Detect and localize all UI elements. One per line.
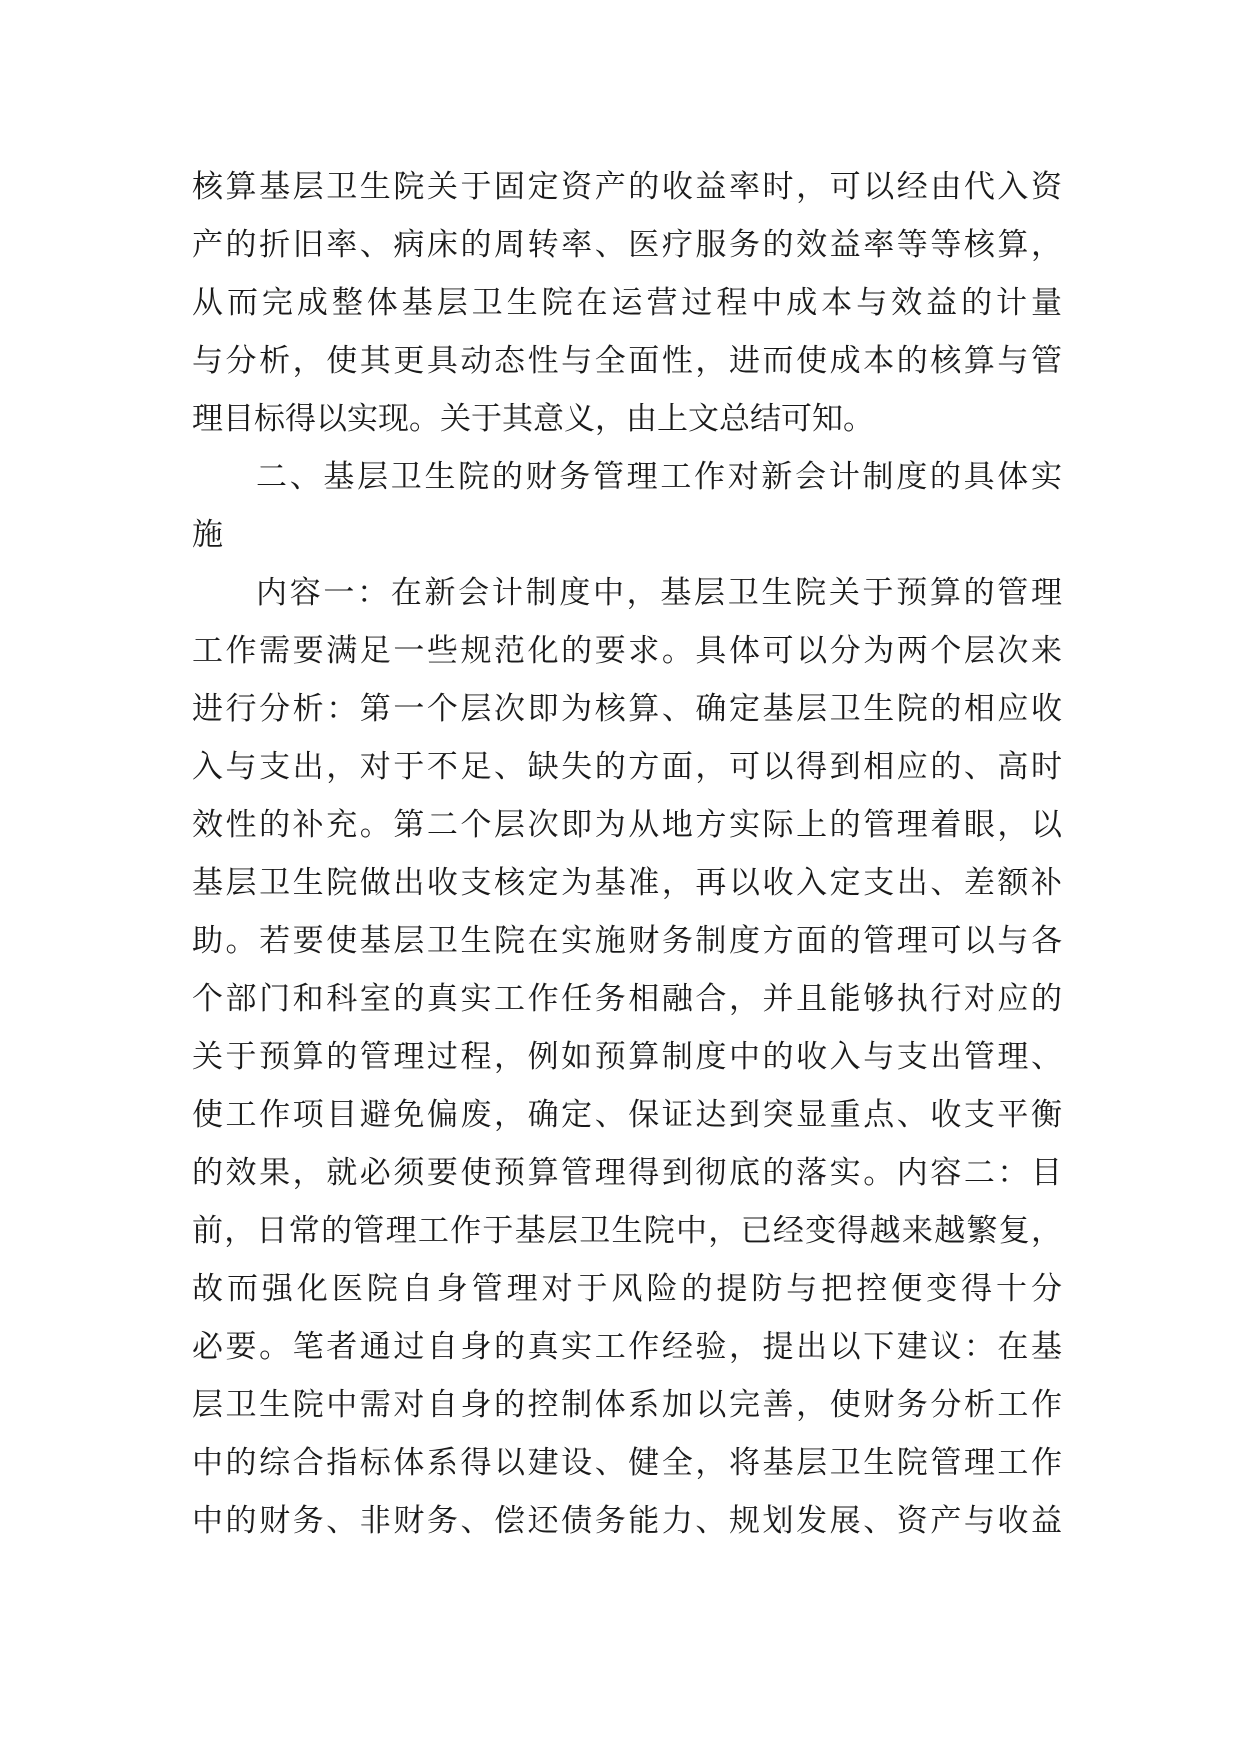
text-line: 个部门和科室的真实工作任务相融合，并且能够执行对应的 — [192, 981, 1062, 1017]
section-heading: 二、基层卫生院的财务管理工作对新会计制度的具体实 — [256, 459, 1062, 495]
text-line: 从而完成整体基层卫生院在运营过程中成本与效益的计量 — [192, 285, 1062, 321]
text-line: 工作需要满足一些规范化的要求。具体可以分为两个层次来 — [192, 633, 1062, 669]
text-line: 内容一：在新会计制度中，基层卫生院关于预算的管理 — [256, 575, 1062, 611]
body-text — [192, 158, 1062, 1550]
text-line: 效性的补充。第二个层次即为从地方实际上的管理着眼，以 — [192, 807, 1062, 843]
text-line: 的效果，就必须要使预算管理得到彻底的落实。内容二：目 — [192, 1155, 1062, 1191]
text-line: 入与支出，对于不足、缺失的方面，可以得到相应的、高时 — [192, 749, 1062, 785]
text-line: 中的财务、非财务、偿还债务能力、规划发展、资产与收益 — [192, 1503, 1062, 1539]
text-line: 理目标得以实现。关于其意义，由上文总结可知。 — [192, 401, 874, 437]
text-line: 核算基层卫生院关于固定资产的收益率时，可以经由代入资 — [192, 169, 1062, 205]
text-line: 层卫生院中需对自身的控制体系加以完善，使财务分析工作 — [192, 1387, 1062, 1423]
text-line: 与分析，使其更具动态性与全面性，进而使成本的核算与管 — [192, 343, 1062, 379]
text-line: 必要。笔者通过自身的真实工作经验，提出以下建议：在基 — [192, 1329, 1062, 1365]
text-line: 使工作项目避免偏废，确定、保证达到突显重点、收支平衡 — [192, 1097, 1062, 1133]
text-line: 产的折旧率、病床的周转率、医疗服务的效益率等等核算， — [192, 227, 1062, 263]
text-line: 进行分析：第一个层次即为核算、确定基层卫生院的相应收 — [192, 691, 1062, 727]
text-line: 基层卫生院做出收支核定为基准，再以收入定支出、差额补 — [192, 865, 1062, 901]
text-line: 中的综合指标体系得以建设、健全，将基层卫生院管理工作 — [192, 1445, 1062, 1481]
text-line: 助。若要使基层卫生院在实施财务制度方面的管理可以与各 — [192, 923, 1062, 959]
section-heading-continuation: 施 — [192, 517, 223, 553]
text-line: 关于预算的管理过程，例如预算制度中的收入与支出管理、 — [192, 1039, 1062, 1075]
text-line: 前，日常的管理工作于基层卫生院中，已经变得越来越繁复， — [192, 1213, 1062, 1249]
text-line: 故而强化医院自身管理对于风险的提防与把控便变得十分 — [192, 1271, 1062, 1307]
